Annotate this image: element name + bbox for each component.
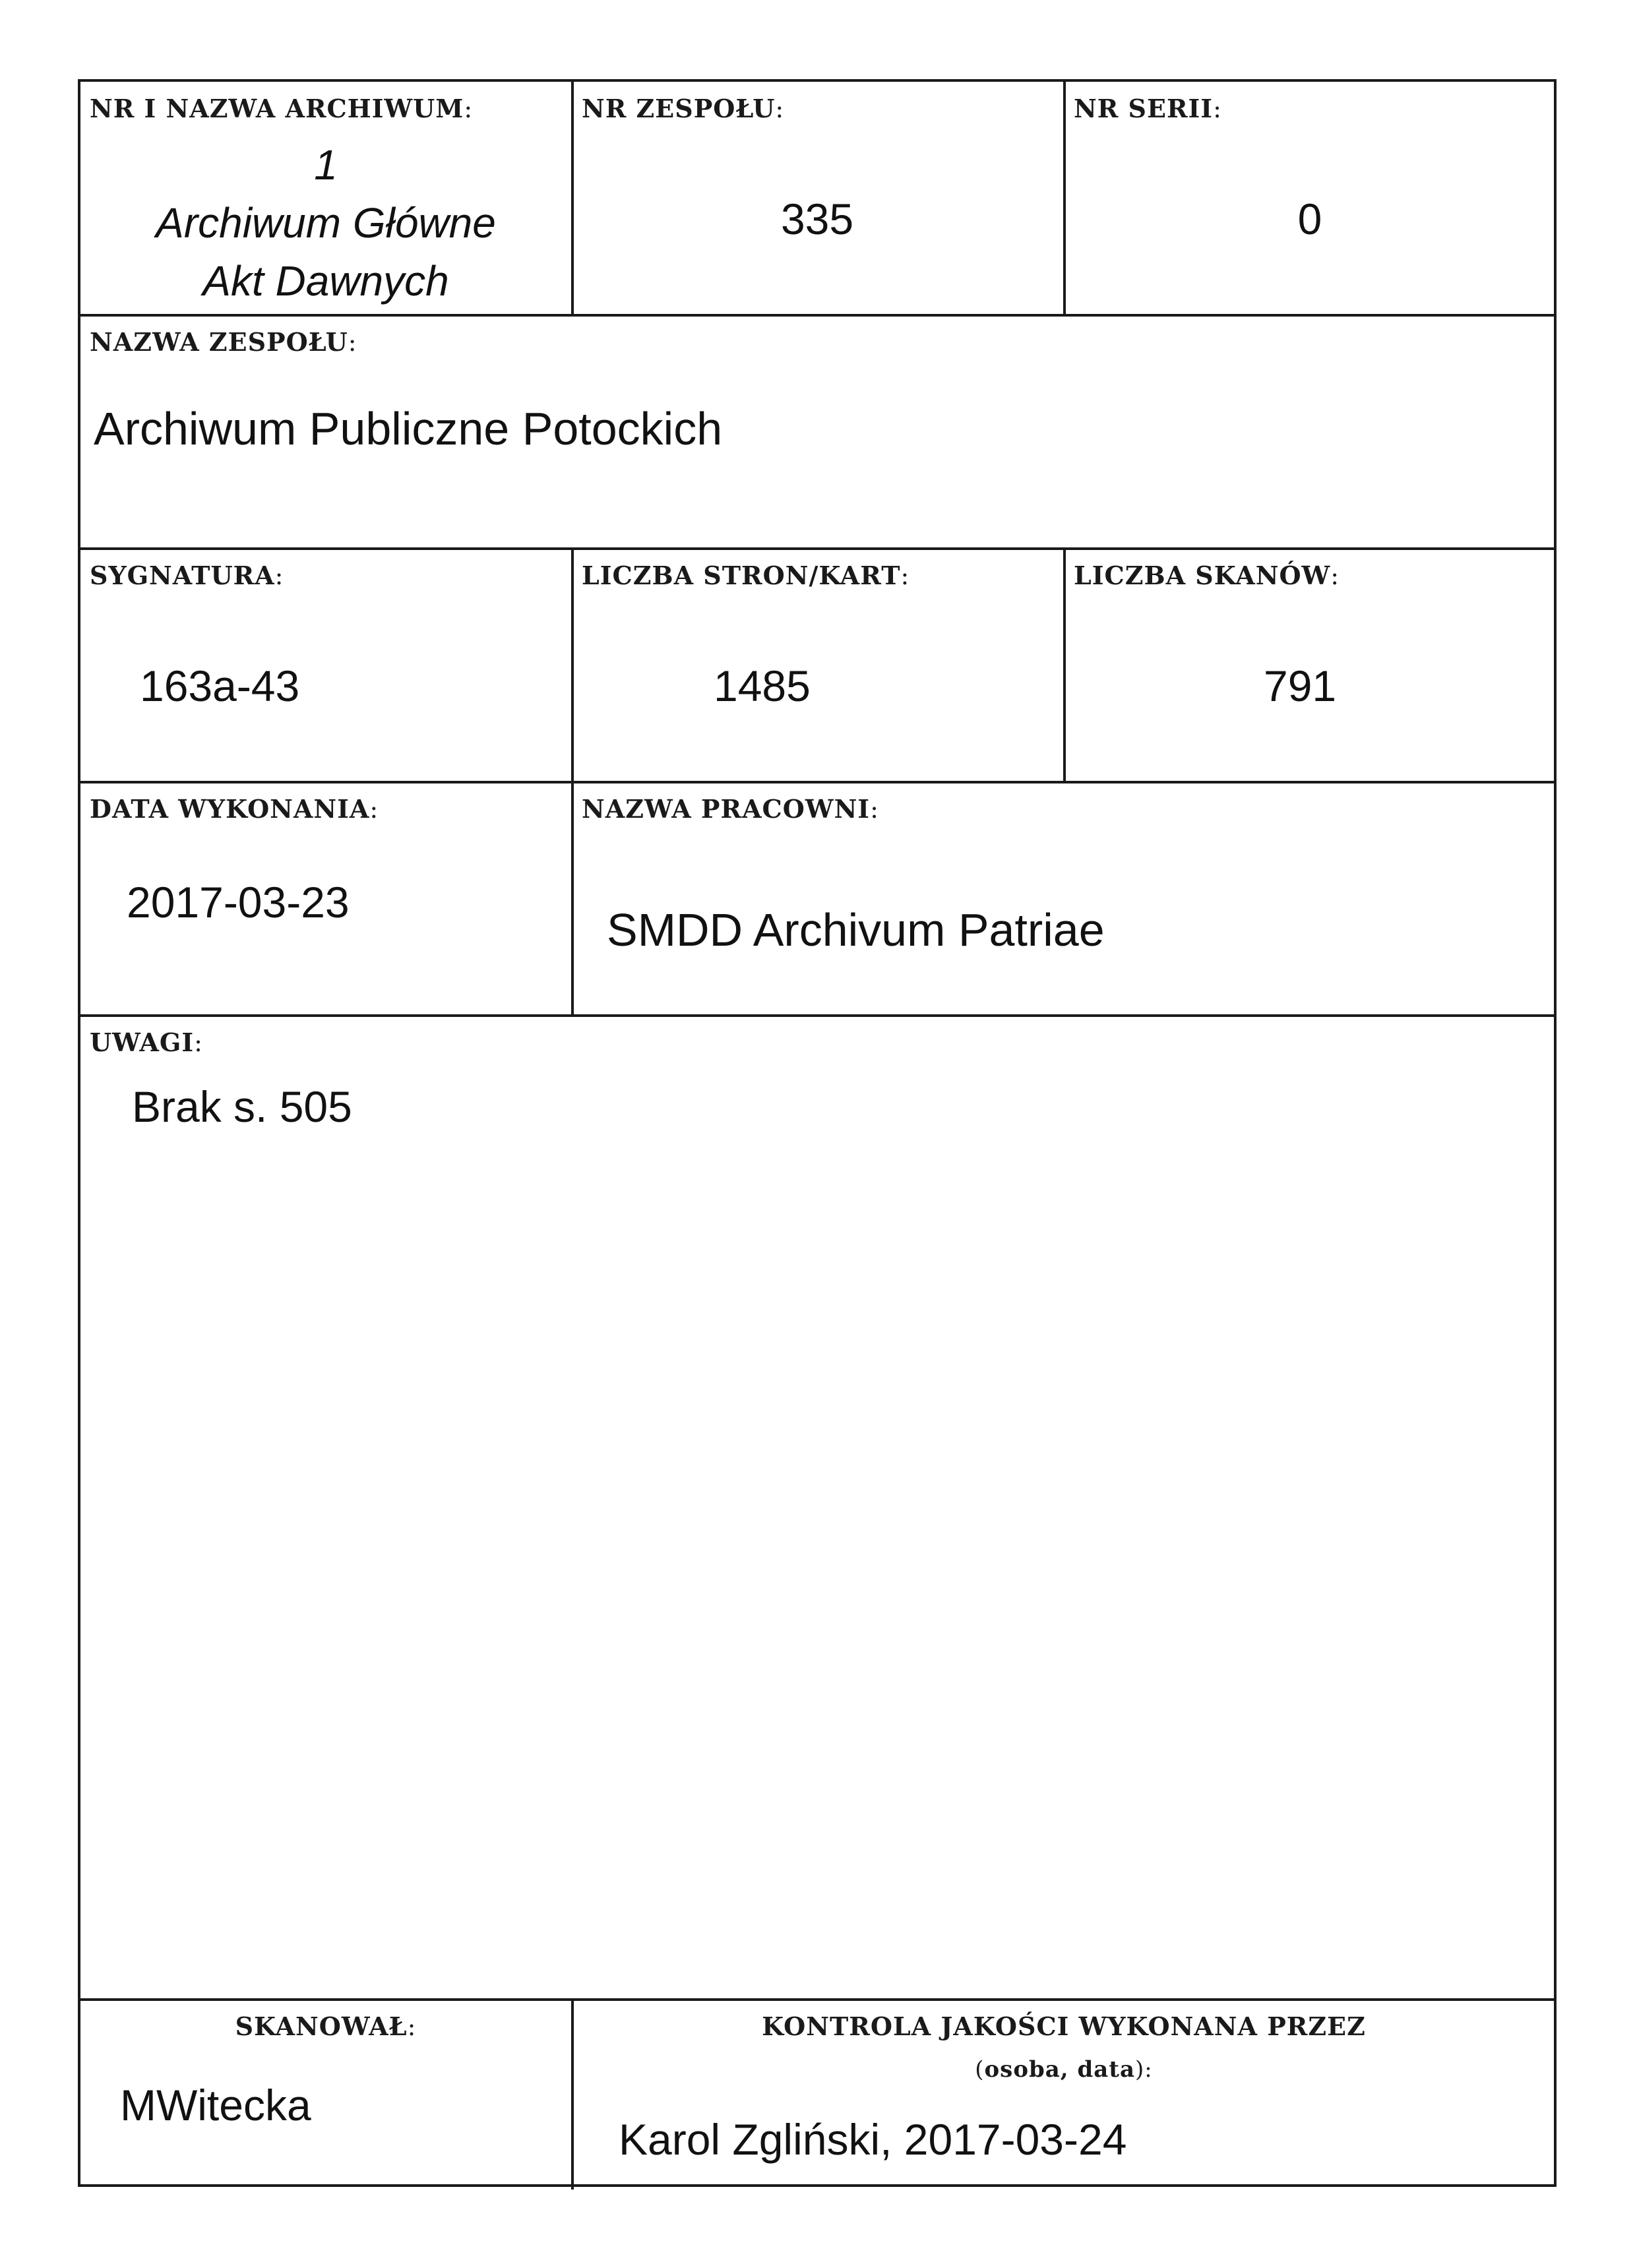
row-divider bbox=[80, 781, 1554, 783]
series-no-label: NR SERII: bbox=[1074, 94, 1222, 123]
signature-value: 163a-43 bbox=[140, 661, 300, 710]
row-divider bbox=[80, 314, 1554, 317]
col-divider bbox=[571, 547, 574, 781]
archive-name-line2: Akt Dawnych bbox=[202, 257, 449, 305]
archive-value bbox=[80, 136, 571, 310]
row-divider bbox=[80, 547, 1554, 550]
signature-label: SYGNATURA: bbox=[90, 561, 284, 590]
date-value: 2017-03-23 bbox=[127, 878, 350, 927]
date-label: DATA WYKONANIA: bbox=[90, 794, 379, 824]
fonds-name-value: Archiwum Publiczne Potockich bbox=[94, 403, 723, 454]
qc-sublabel: (osoba, data): bbox=[975, 2056, 1153, 2083]
scanned-by-value: MWitecka bbox=[120, 2081, 311, 2130]
notes-label: UWAGI: bbox=[90, 1027, 203, 1057]
row-divider bbox=[80, 1998, 1554, 2001]
archive-label: NR I NAZWA ARCHIWUM: bbox=[90, 94, 474, 123]
archive-number: 1 bbox=[314, 141, 338, 189]
pages-value: 1485 bbox=[714, 661, 811, 710]
fonds-no-value: 335 bbox=[780, 195, 854, 243]
scanned-by-label: SKANOWAŁ: bbox=[235, 2011, 417, 2041]
series-no-value: 0 bbox=[1297, 195, 1322, 243]
col-divider bbox=[571, 781, 574, 1014]
col-divider bbox=[1063, 547, 1066, 781]
fonds-name-label: NAZWA ZESPOŁU: bbox=[90, 327, 357, 357]
notes-value: Brak s. 505 bbox=[132, 1082, 352, 1131]
fonds-no-label: NR ZESPOŁU: bbox=[582, 94, 785, 123]
pages-label: LICZBA STRON/KART: bbox=[582, 561, 910, 590]
archive-name-line1: Archiwum Główne bbox=[156, 199, 496, 247]
scans-value: 791 bbox=[1264, 661, 1337, 710]
metadata-form bbox=[78, 79, 1557, 2187]
row-divider bbox=[80, 1014, 1554, 1017]
workshop-value: SMDD Archivum Patriae bbox=[607, 904, 1105, 956]
qc-label: KONTROLA JAKOŚCI WYKONANA PRZEZ bbox=[762, 2011, 1366, 2041]
scans-label: LICZBA SKANÓW: bbox=[1074, 561, 1340, 590]
workshop-label: NAZWA PRACOWNI: bbox=[582, 794, 879, 824]
qc-value: Karol Zgliński, 2017-03-24 bbox=[619, 2115, 1127, 2164]
